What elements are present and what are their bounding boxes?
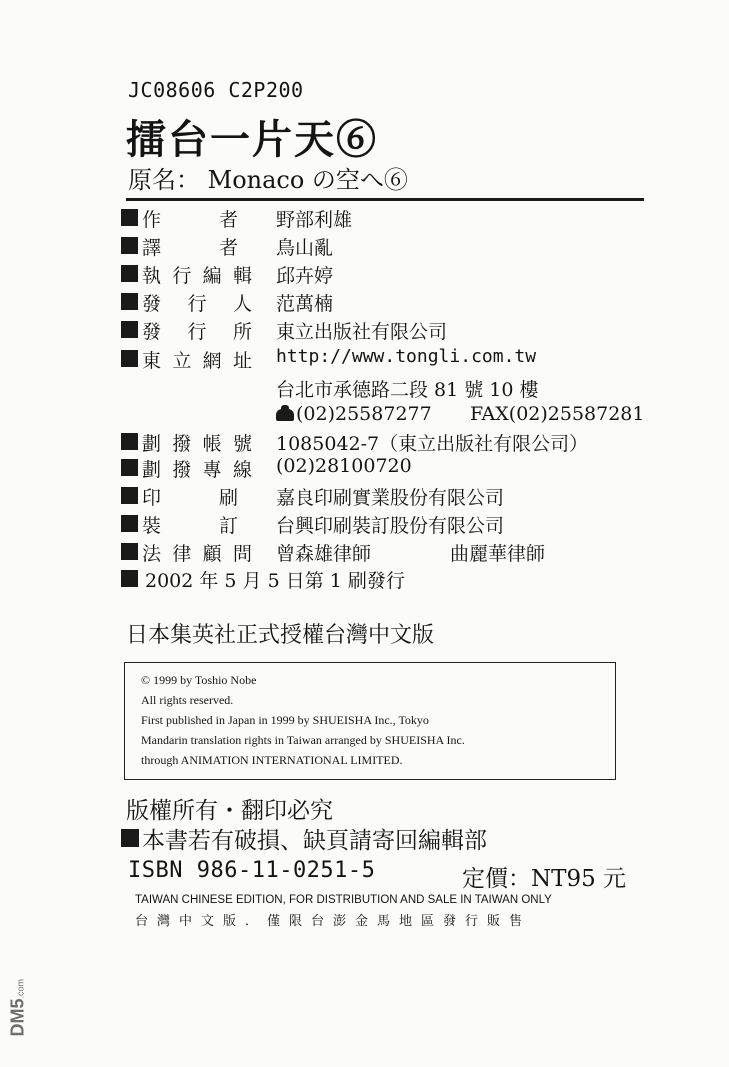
- publisher-address: 台北市承德路二段 81 號 10 樓: [276, 379, 539, 401]
- credit-label: 執 行 編 輯: [142, 265, 252, 287]
- credit-value: 曾森雄律師: [276, 543, 372, 565]
- credit-value: 東立出版社有限公司: [276, 321, 448, 343]
- bullet-square: [121, 321, 138, 338]
- credit-value: 野部利雄: [276, 209, 353, 231]
- publisher-phone: [276, 403, 432, 425]
- book-title: 擂台一片天⑥: [126, 116, 378, 163]
- original-title: 原名： Monaco の空へ⑥: [128, 166, 408, 194]
- credit-label: 印 刷: [142, 487, 238, 509]
- credit-label: 譯 者: [142, 237, 238, 259]
- credit-value: 台興印刷裝訂股份有限公司: [276, 515, 505, 537]
- credit-value: 嘉良印刷實業股份有限公司: [276, 487, 505, 509]
- bullet-square: [121, 293, 138, 310]
- copyright-line: through ANIMATION INTERNATIONAL LIMITED.: [141, 753, 403, 767]
- credit-value: 1085042-7（東立出版社有限公司）: [276, 433, 589, 455]
- credit-label: 劃 撥 專 線: [142, 459, 252, 481]
- credit-label: 法 律 顧 問: [142, 543, 252, 565]
- catalog-code: JC08606 C2P200: [128, 78, 304, 102]
- copyright-line: All rights reserved.: [141, 693, 234, 707]
- credit-label: 發 行 人: [142, 293, 252, 315]
- bullet-square: [121, 209, 138, 226]
- credit-value: http://www.tongli.com.tw: [276, 346, 537, 367]
- watermark: DM5.com: [7, 978, 28, 1037]
- edition-notice-en: TAIWAN CHINESE EDITION, FOR DISTRIBUTION AND SALE IN TAIWAN ONLY: [135, 894, 552, 906]
- copyright-line: Mandarin translation rights in Taiwan arranged by SHUEISHA Inc.: [141, 733, 465, 747]
- bullet-square: [121, 570, 138, 587]
- publisher-fax: FAX(02)25587281: [470, 403, 645, 425]
- credit-value: 范萬楠: [276, 293, 334, 315]
- credit-label: 發 行 所: [142, 321, 252, 343]
- credit-value-secondary: 曲麗華律師: [450, 543, 546, 565]
- bullet-square: [121, 829, 139, 847]
- rights-reserved: 版權所有・翻印必究: [126, 798, 333, 824]
- credit-label: 裝 訂: [142, 515, 238, 537]
- authorization-line: 日本集英社正式授權台灣中文版: [126, 623, 435, 648]
- bullet-square: [121, 433, 138, 450]
- credit-label: 東 立 網 址: [142, 350, 252, 372]
- first-edition-date: 2002 年 5 月 5 日第 1 刷發行: [145, 570, 405, 592]
- price: 定價：NT95 元: [462, 866, 627, 892]
- bullet-square: [121, 515, 138, 532]
- phone-number: (02)25587277: [296, 403, 432, 425]
- copyright-line: First published in Japan in 1999 by SHUEISHA Inc., Tokyo: [141, 713, 429, 727]
- bullet-square: [121, 459, 138, 476]
- copyright-box: [124, 662, 616, 780]
- credit-label: 作 者: [142, 209, 238, 231]
- isbn: ISBN 986-11-0251-5: [128, 858, 376, 883]
- credit-value: (02)28100720: [276, 455, 412, 477]
- credit-value: 鳥山亂: [276, 237, 334, 259]
- bullet-square: [121, 543, 138, 560]
- edition-notice-zh: 台灣中文版．僅限台澎金馬地區發行販售: [135, 913, 532, 928]
- damage-notice: 本書若有破損、缺頁請寄回編輯部: [142, 828, 487, 854]
- title-divider: [126, 198, 644, 201]
- bullet-square: [121, 487, 138, 504]
- telephone-icon: [276, 409, 294, 421]
- bullet-square: [121, 237, 138, 254]
- credit-label: 劃 撥 帳 號: [142, 433, 252, 455]
- credit-value: 邱卉婷: [276, 265, 334, 287]
- bullet-square: [121, 265, 138, 282]
- bullet-square: [121, 350, 138, 367]
- copyright-line: © 1999 by Toshio Nobe: [141, 673, 257, 687]
